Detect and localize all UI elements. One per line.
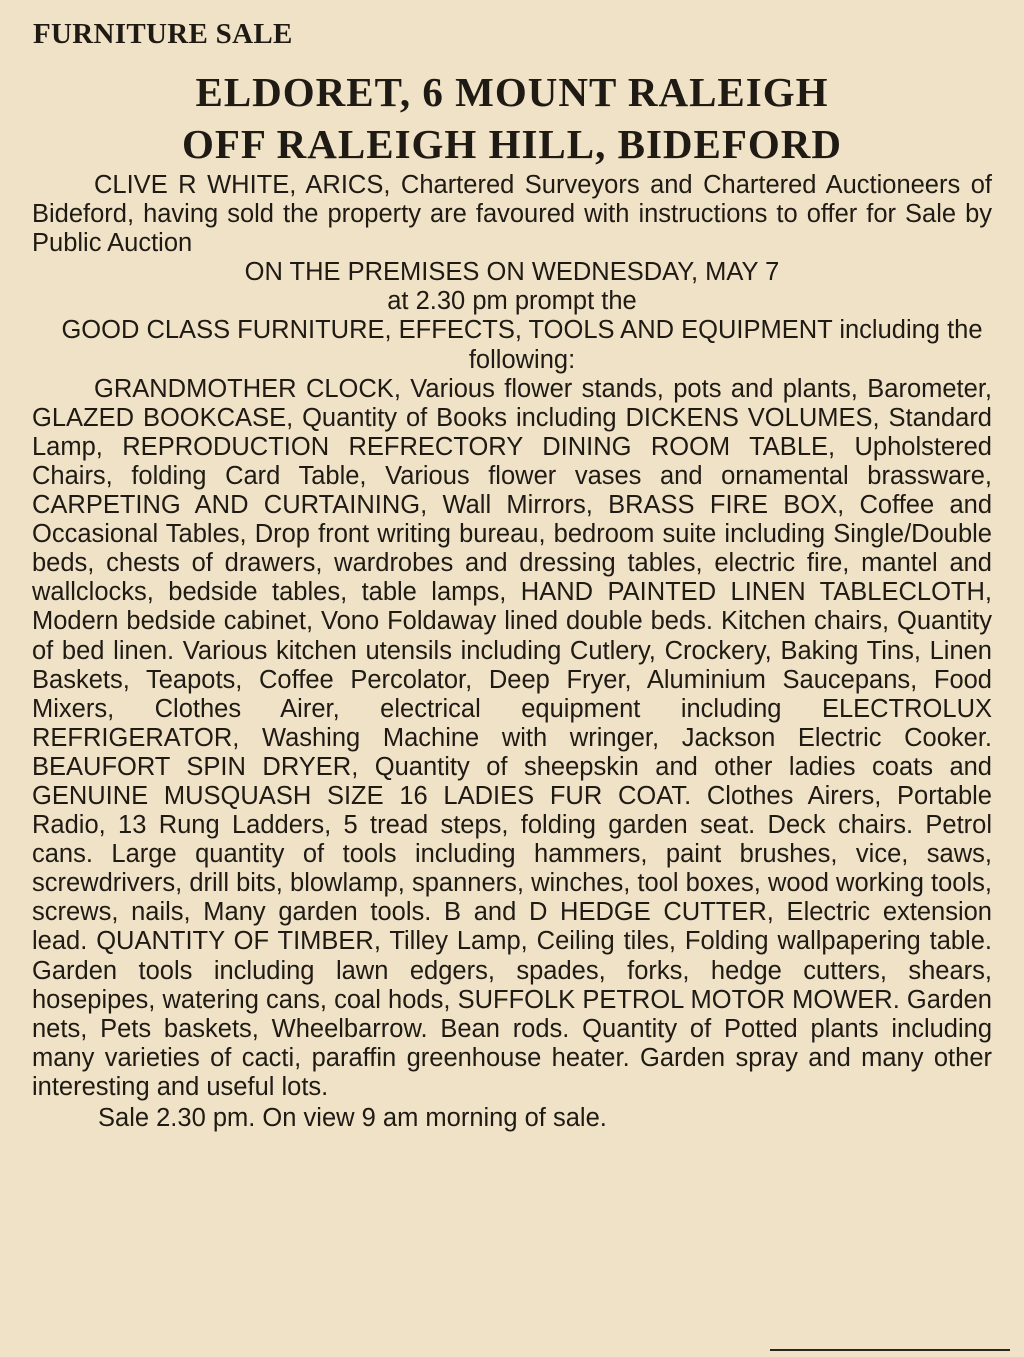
headline-address: ELDORET, 6 MOUNT RALEIGH	[195, 69, 829, 115]
intro-paragraph: CLIVE R WHITE, ARICS, Chartered Surveyors and Chartered Auctioneers of Bideford, having sold the property are favoured with instructions to offer for Sale by Public Auction	[32, 171, 992, 258]
items-list: GRANDMOTHER CLOCK, Various flower stands, pots and plants, Barometer, GLAZED BOOKCASE, Quantity of Books including DICKENS VOLUMES, Standard Lamp, REPRODUCTION REFRECTORY DINING ROOM TABLE, Upholstered Chairs, folding Card Table, Various flower vases and ornamental brassware, CARPETING AND CURTAINING, Wall Mirrors, BRASS FIRE BOX, Coffee and Occasional Tables, Drop front writing bureau, bedroom suite including Single/Double beds, chests of drawers, wardrobes and dressing tables, electric fire, mantel and wallclocks, bedside tables, table lamps, HAND PAINTED LINEN TABLECLOTH, Modern bedside cabinet, Vono Foldaway lined double beds. Kitchen chairs, Quantity of bed linen. Various kitchen utensils including Cutlery, Crockery, Baking Tins, Linen Baskets, Teapots, Coffee Percolator, Deep Fryer, Aluminium Saucepans, Food Mixers, Clothes Airer, electrical equipment including ELECTROLUX REFRIGERATOR, Washing Machine with wringer, Jackson Electric Cooker. BEAUFORT SPIN DRYER, Quantity of sheepskin and other ladies coats and GENUINE MUSQUASH SIZE 16 LADIES FUR COAT. Clothes Airers, Portable Radio, 13 Rung Ladders, 5 tread steps, folding garden seat. Deck chairs. Petrol cans. Large quantity of tools including hammers, paint brushes, vice, saws, screwdrivers, drill bits, blowlamp, spanners, winches, tool boxes, wood working tools, screws, nails, Many garden tools. B and D HEDGE CUTTER, Electric extension lead. QUANTITY OF TIMBER, Tilley Lamp, Ceiling tiles, Folding wallpapering table. Garden tools including lawn edgers, spades, forks, hedge cutters, shears, hosepipes, watering cans, coal hods, SUFFOLK PETROL MOTOR MOWER. Garden nets, Pets baskets, Wheelbarrow. Bean rods. Quantity of Potted plants including many varieties of cacti, paraffin greenhouse heater. Garden spray and many other interesting and useful lots.	[32, 374, 992, 1101]
closing-line: Sale 2.30 pm. On view 9 am morning of sale.	[98, 1104, 607, 1132]
section-label: FURNITURE SALE	[33, 18, 293, 50]
advert-body	[32, 171, 992, 1133]
sale-time-line: at 2.30 pm prompt the	[387, 287, 637, 316]
bottom-rule	[770, 1349, 1010, 1351]
headline-location: OFF RALEIGH HILL, BIDEFORD	[181, 121, 843, 167]
goods-heading: GOOD CLASS FURNITURE, EFFECTS, TOOLS AND EQUIPMENT including the following:	[61, 316, 983, 374]
premises-date-line: ON THE PREMISES ON WEDNESDAY, MAY 7	[244, 258, 780, 287]
